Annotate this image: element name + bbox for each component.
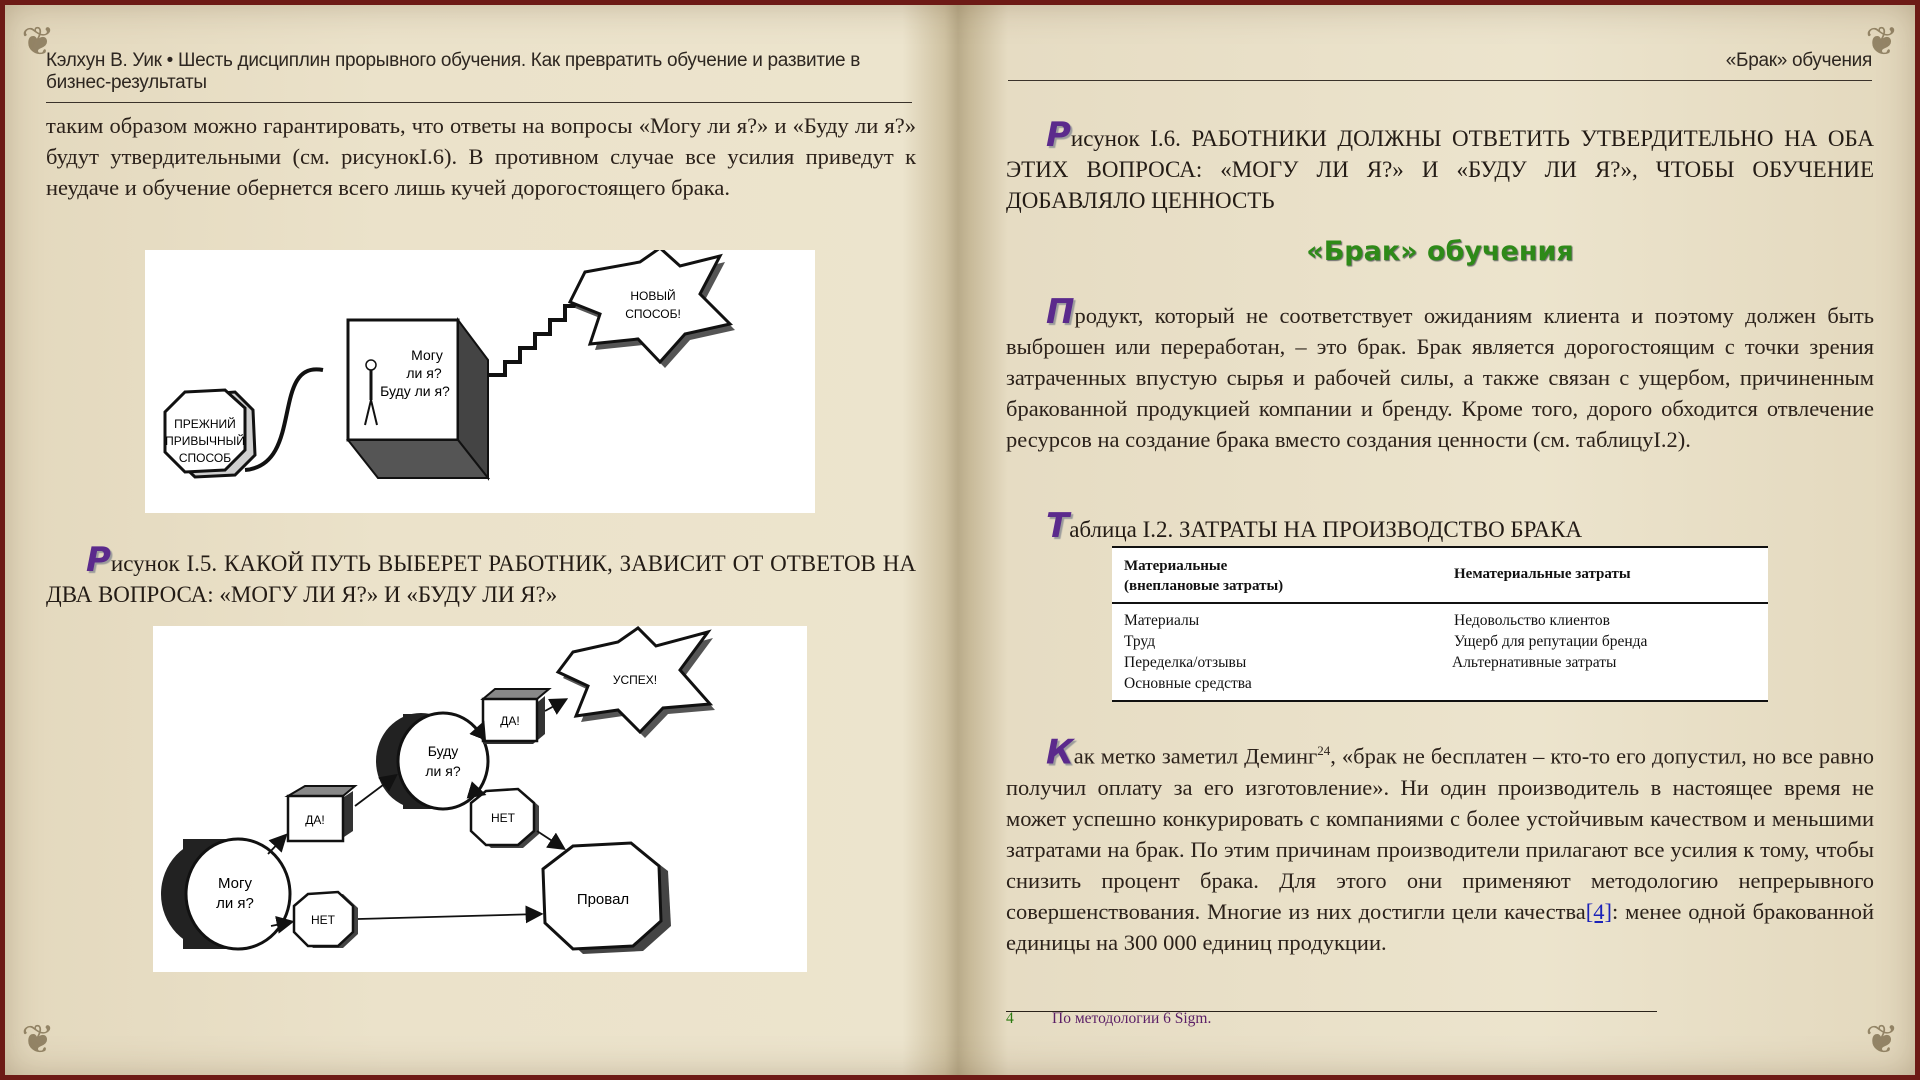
table-cell: Недовольство клиентов xyxy=(1454,612,1610,629)
footnote-ref: 24 xyxy=(1317,743,1331,758)
figure-1-caption xyxy=(46,540,916,610)
no-label: НЕТ xyxy=(311,913,335,927)
yes-label: ДА! xyxy=(305,813,325,827)
section-title: «Брак» обучения xyxy=(1306,236,1574,267)
will-i-label: Буду xyxy=(427,743,459,759)
corner-ornament-icon: ❦ xyxy=(21,1017,55,1063)
old-way-octagon xyxy=(165,390,255,477)
table-header-cell: Нематериальные затраты xyxy=(1454,566,1631,582)
figure-1-path-choice xyxy=(145,250,815,513)
will-i-label: ли я? xyxy=(425,763,461,779)
fail-label: Провал xyxy=(576,891,630,908)
intro-paragraph: таким образом можно гарантировать, что ответы на вопросы «Могу ли я?» и «Буду ли я?» будут утвердительными (см. рисунокI.6). В противном случае все усилия приведут к неудаче и обучение обернется всего лишь кучей дорогостоящего брака. xyxy=(46,113,916,200)
paragraph-defect xyxy=(1006,292,1874,455)
fail-octagon xyxy=(543,843,671,954)
will-i-cylinder xyxy=(376,713,488,809)
table-cell: Основные средства xyxy=(1124,675,1252,692)
paragraph-text: , «брак не бесплатен – кто-то его допустил, но все равно получил оплату за его изготовление». Ни один производитель в настоящее время не может успешно конкурировать с компаниями с более устойчивым качеством и меньшими затратами на брак. По этим причинам производители прилагают все усилия к тому, чтобы снизить процент брака. Для этого они применяют методологию непрерывного совершенствования. Многие из них достигли цели качества xyxy=(1006,743,1874,924)
table-cell: Материалы xyxy=(1124,612,1200,629)
left-page-header: Кэлхун В. Уик • Шесть дисциплин прорывного обучения. Как превратить обучение и развитие в бизнес-результаты xyxy=(46,50,912,103)
caption-text: исунок I.5. КАКОЙ ПУТЬ ВЫБЕРЕТ РАБОТНИК, ЗАВИСИТ ОТ ОТВЕТОВ НА ДВА ВОПРОСА: «МОГУ ЛИ Я?» И «БУДУ ЛИ Я?» xyxy=(46,551,916,607)
yes-label: ДА! xyxy=(500,714,520,728)
table-cell: Труд xyxy=(1124,633,1156,650)
new-way-label: НОВЫЙ xyxy=(630,289,676,303)
can-i-label: ли я? xyxy=(216,895,254,912)
paragraph-text: : менее одной бракованной единицы на 300 000 единиц продукции. xyxy=(1006,898,1874,955)
table-header-cell: Материальные (внеплановые затраты) xyxy=(1124,558,1284,594)
dropcap: Т xyxy=(1046,506,1070,546)
footnote-number: 4 xyxy=(1006,1010,1014,1027)
yes-box-1 xyxy=(288,786,355,841)
cube-question-label: Могу xyxy=(411,347,443,363)
old-way-label: ПРИВЫЧНЫЙ xyxy=(165,434,245,448)
question-cube xyxy=(348,320,488,478)
can-i-cylinder xyxy=(161,839,290,949)
old-way-label: СПОСОБ xyxy=(178,451,232,465)
no-octagon-1 xyxy=(294,892,358,948)
figure-2-caption xyxy=(1006,115,1874,216)
footnote-text: По методологии 6 Sigm. xyxy=(1052,1010,1212,1027)
success-burst xyxy=(558,628,715,738)
new-way-label: СПОСОБ! xyxy=(625,307,681,321)
dropcap: Р xyxy=(86,540,111,580)
cube-question-label: ли я? xyxy=(406,365,442,381)
dropcap: К xyxy=(1046,732,1074,773)
dropcap: П xyxy=(1046,292,1075,332)
right-page-header: «Брак» обучения xyxy=(1008,50,1872,81)
no-octagon-2 xyxy=(471,789,539,848)
new-way-burst xyxy=(570,250,735,368)
paragraph-deming xyxy=(1006,732,1874,958)
figure-2-decision-flow xyxy=(153,626,807,972)
table-cell: Ущерб для репутации бренда xyxy=(1454,633,1648,650)
can-i-label: Могу xyxy=(218,875,252,892)
corner-ornament-icon: ❦ xyxy=(1865,1017,1899,1063)
corner-ornament-icon: ❦ xyxy=(21,19,55,65)
paragraph-text: родукт, который не соответствует ожиданиям клиента и поэтому должен быть выброшен или переработан, – это брак. Брак является дорогостоящим с точки зрения затраченных впустую сырья и рабочей силы, а также связан с ущербом, причиненным бракованной продукцией компании и бренду. Кроме того, дорого обходится отвлечение ресурсов на создание брака вместо создания ценности (см. таблицуI.2). xyxy=(1006,303,1874,452)
cube-question-label: Буду ли я? xyxy=(380,383,450,399)
old-way-label: ПРЕЖНИЙ xyxy=(174,417,236,431)
no-label: НЕТ xyxy=(491,811,515,825)
table-caption xyxy=(1006,506,1874,546)
footnote-link[interactable]: [4] xyxy=(1585,898,1613,924)
yes-box-2 xyxy=(483,689,549,744)
table-header xyxy=(1112,546,1768,604)
caption-text: аблица I.2. ЗАТРАТЫ НА ПРОИЗВОДСТВО БРАКА xyxy=(1069,517,1583,542)
paragraph-text: ак метко заметил Деминг xyxy=(1073,743,1318,769)
table-cell: Переделка/отзывы xyxy=(1124,654,1247,671)
table-cell: Альтернативные затраты xyxy=(1452,654,1617,671)
defect-costs-table xyxy=(1112,546,1768,702)
caption-text: исунок I.6. РАБОТНИКИ ДОЛЖНЫ ОТВЕТИТЬ УТВЕРДИТЕЛЬНО НА ОБА ЭТИХ ВОПРОСА: «МОГУ ЛИ Я?» И «БУДУ ЛИ Я?», ЧТОБЫ ОБУЧЕНИЕ ДОБАВЛЯЛО ЦЕННОСТЬ xyxy=(1006,126,1874,213)
dropcap: Р xyxy=(1046,115,1071,155)
corner-ornament-icon: ❦ xyxy=(1865,19,1899,65)
success-label: УСПЕХ! xyxy=(612,673,658,687)
